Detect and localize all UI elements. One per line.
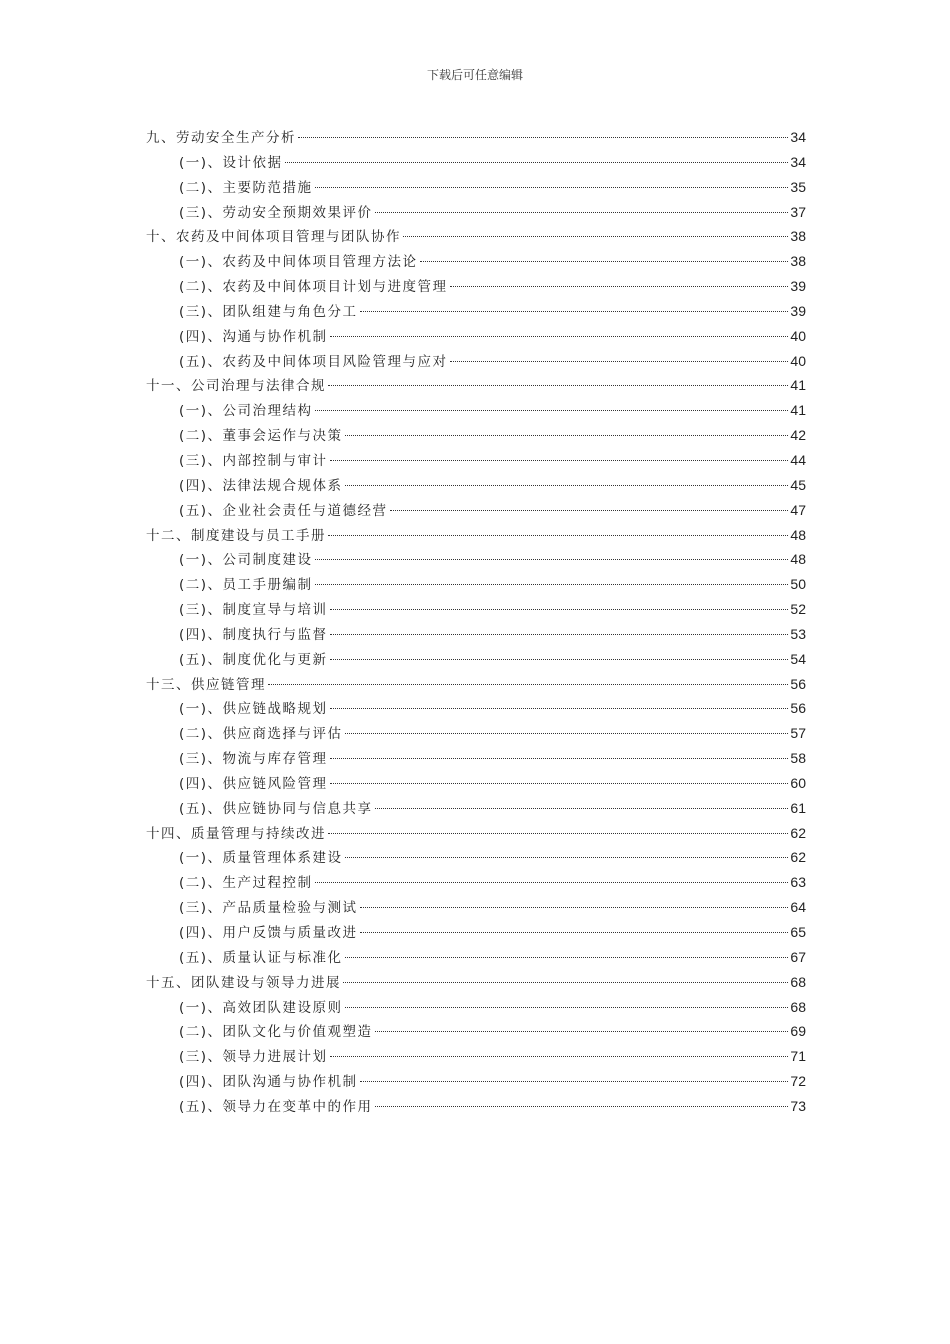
toc-entry-title: (五)、供应链协同与信息共享: [179, 800, 373, 817]
toc-page-number: 37: [790, 203, 806, 220]
toc-entry-title: (四)、用户反馈与质量改进: [179, 925, 358, 941]
toc-entry-title: (一)、质量管理体系建设: [179, 850, 343, 867]
toc-dot-leader: [375, 1031, 789, 1032]
toc-dot-leader: [330, 460, 789, 461]
toc-chapter-entry[interactable]: [146, 225, 806, 250]
toc-dot-leader: [343, 982, 788, 983]
toc-section-entry[interactable]: [146, 896, 806, 921]
toc-page-number: 39: [790, 302, 806, 319]
toc-section-entry[interactable]: [146, 598, 806, 623]
toc-dot-leader: [298, 137, 788, 138]
toc-section-entry[interactable]: [146, 449, 806, 474]
toc-page-number: 68: [790, 973, 806, 990]
toc-section-entry[interactable]: [146, 201, 806, 226]
toc-page-number: 67: [790, 948, 806, 965]
toc-entry-title: (三)、产品质量检验与测试: [179, 900, 358, 917]
toc-section-entry[interactable]: [146, 151, 806, 176]
toc-entry-title: 十二、制度建设与员工手册: [146, 527, 326, 544]
toc-entry-title: (一)、公司治理结构: [179, 403, 313, 420]
toc-entry-title: (一)、公司制度建设: [179, 552, 313, 569]
toc-entry-title: (四)、法律法规合规体系: [179, 477, 343, 494]
toc-section-entry[interactable]: [146, 573, 806, 598]
toc-dot-leader: [315, 882, 789, 883]
toc-entry-title: 十、农药及中间体项目管理与团队协作: [146, 229, 401, 246]
toc-entry-title: (二)、董事会运作与决策: [179, 428, 343, 445]
toc-dot-leader: [315, 187, 789, 188]
toc-dot-leader: [330, 708, 789, 709]
toc-dot-leader: [315, 559, 789, 560]
toc-entry-title: (二)、供应商选择与评估: [179, 726, 343, 743]
toc-section-entry[interactable]: [146, 474, 806, 499]
toc-section-entry[interactable]: [146, 797, 806, 822]
toc-section-entry[interactable]: [146, 399, 806, 424]
toc-chapter-entry[interactable]: [146, 673, 806, 698]
toc-entry-title: 九、劳动安全生产分析: [146, 130, 296, 146]
toc-dot-leader: [360, 932, 789, 933]
toc-dot-leader: [328, 385, 788, 386]
toc-entry-title: (四)、沟通与协作机制: [179, 328, 328, 345]
toc-section-entry[interactable]: [146, 871, 806, 896]
toc-section-entry[interactable]: [146, 846, 806, 871]
toc-section-entry[interactable]: [146, 548, 806, 573]
toc-dot-leader: [330, 783, 789, 784]
toc-page-number: 58: [790, 750, 806, 767]
toc-section-entry[interactable]: [146, 275, 806, 300]
toc-section-entry[interactable]: [146, 325, 806, 350]
toc-dot-leader: [328, 833, 788, 834]
toc-page-number: 44: [790, 451, 806, 468]
toc-section-entry[interactable]: [146, 623, 806, 648]
toc-section-entry[interactable]: [146, 996, 806, 1021]
toc-dot-leader: [450, 361, 789, 362]
toc-dot-leader: [268, 684, 788, 685]
header-note: 下载后可任意编辑: [426, 68, 523, 82]
toc-page-number: 61: [790, 799, 806, 816]
toc-section-entry[interactable]: [146, 722, 806, 747]
toc-section-entry[interactable]: [146, 1070, 806, 1095]
toc-page-number: 73: [790, 1097, 806, 1114]
toc-page-number: 38: [790, 228, 806, 245]
toc-dot-leader: [420, 261, 789, 262]
toc-entry-title: (四)、供应链风险管理: [179, 775, 328, 792]
toc-dot-leader: [390, 510, 789, 511]
toc-entry-title: (四)、团队沟通与协作机制: [179, 1074, 358, 1091]
table-of-contents: [146, 126, 806, 1120]
toc-dot-leader: [375, 1106, 789, 1107]
toc-dot-leader: [330, 609, 789, 610]
toc-page-number: 45: [790, 476, 806, 493]
toc-entry-title: (二)、团队文化与价值观塑造: [179, 1024, 373, 1041]
toc-dot-leader: [360, 907, 789, 908]
toc-entry-title: (三)、团队组建与角色分工: [179, 303, 358, 320]
toc-page-number: 56: [790, 700, 806, 717]
toc-section-entry[interactable]: [146, 921, 806, 946]
toc-page-number: 38: [790, 253, 806, 270]
toc-entry-title: 十一、公司治理与法律合规: [146, 378, 326, 395]
toc-section-entry[interactable]: [146, 250, 806, 275]
toc-dot-leader: [345, 957, 789, 958]
toc-dot-leader: [450, 286, 789, 287]
toc-section-entry[interactable]: [146, 1045, 806, 1070]
toc-dot-leader: [315, 584, 789, 585]
toc-dot-leader: [345, 857, 789, 858]
toc-page-number: 62: [790, 849, 806, 866]
toc-section-entry[interactable]: [146, 300, 806, 325]
toc-entry-title: (一)、设计依据: [179, 154, 283, 171]
toc-dot-leader: [285, 162, 789, 163]
toc-entry-title: (二)、员工手册编制: [179, 577, 313, 594]
toc-section-entry[interactable]: [146, 499, 806, 524]
toc-dot-leader: [330, 758, 789, 759]
toc-page-number: 34: [790, 153, 806, 170]
toc-entry-title: (一)、供应链战略规划: [179, 701, 328, 718]
toc-section-entry[interactable]: [146, 747, 806, 772]
toc-chapter-entry[interactable]: [146, 971, 806, 996]
toc-entry-title: (五)、质量认证与标准化: [179, 949, 343, 966]
toc-dot-leader: [330, 634, 789, 635]
toc-page-number: 53: [790, 625, 806, 642]
toc-dot-leader: [345, 733, 789, 734]
toc-dot-leader: [375, 808, 789, 809]
toc-section-entry[interactable]: [146, 350, 806, 375]
toc-page-number: 72: [790, 1073, 806, 1090]
toc-page-number: 34: [790, 129, 806, 145]
toc-dot-leader: [403, 236, 788, 237]
toc-chapter-entry[interactable]: [146, 524, 806, 549]
toc-dot-leader: [345, 1007, 789, 1008]
toc-page-number: 69: [790, 1023, 806, 1040]
toc-entry-title: (五)、农药及中间体项目风险管理与应对: [179, 353, 448, 370]
toc-section-entry[interactable]: [146, 648, 806, 673]
toc-page-number: 39: [790, 278, 806, 295]
toc-dot-leader: [330, 659, 789, 660]
toc-entry-title: 十四、质量管理与持续改进: [146, 825, 326, 842]
toc-entry-title: (四)、制度执行与监督: [179, 626, 328, 643]
toc-page-number: 65: [790, 924, 806, 940]
toc-chapter-entry[interactable]: [146, 126, 806, 151]
toc-entry-title: (三)、内部控制与审计: [179, 452, 328, 469]
toc-entry-title: (一)、高效团队建设原则: [179, 999, 343, 1016]
toc-section-entry[interactable]: [146, 1020, 806, 1045]
toc-page-number: 63: [790, 874, 806, 891]
toc-page-number: 68: [790, 998, 806, 1015]
toc-page-number: 48: [790, 526, 806, 543]
toc-entry-title: (二)、主要防范措施: [179, 179, 313, 196]
toc-entry-title: (二)、生产过程控制: [179, 875, 313, 892]
toc-page-number: 52: [790, 601, 806, 618]
toc-entry-title: (三)、制度宣导与培训: [179, 602, 328, 619]
toc-entry-title: (五)、企业社会责任与道德经营: [179, 502, 388, 519]
toc-dot-leader: [360, 311, 789, 312]
toc-page-number: 71: [790, 1048, 806, 1065]
toc-page-number: 40: [790, 327, 806, 344]
toc-dot-leader: [345, 485, 789, 486]
toc-section-entry[interactable]: [146, 697, 806, 722]
toc-page-number: 62: [790, 824, 806, 841]
toc-page-number: 56: [790, 675, 806, 692]
toc-page-number: 54: [790, 650, 806, 667]
toc-entry-title: (三)、劳动安全预期效果评价: [179, 204, 373, 221]
toc-page-number: 64: [790, 899, 806, 916]
toc-chapter-entry[interactable]: [146, 822, 806, 847]
toc-entry-title: (五)、制度优化与更新: [179, 651, 328, 668]
toc-page-number: 41: [790, 377, 806, 394]
toc-page-number: 35: [790, 178, 806, 195]
toc-section-entry[interactable]: [146, 176, 806, 201]
toc-chapter-entry[interactable]: [146, 374, 806, 399]
toc-dot-leader: [330, 1056, 789, 1057]
toc-page-number: 41: [790, 402, 806, 419]
toc-dot-leader: [360, 1081, 789, 1082]
toc-entry-title: (五)、领导力在变革中的作用: [179, 1098, 373, 1115]
toc-dot-leader: [315, 410, 789, 411]
toc-entry-title: (三)、领导力进展计划: [179, 1049, 328, 1066]
toc-dot-leader: [330, 336, 789, 337]
toc-entry-title: (三)、物流与库存管理: [179, 751, 328, 768]
toc-page-number: 47: [790, 501, 806, 518]
toc-section-entry[interactable]: [146, 424, 806, 449]
toc-entry-title: 十五、团队建设与领导力进展: [146, 974, 341, 991]
toc-page-number: 40: [790, 352, 806, 369]
toc-page-number: 42: [790, 427, 806, 444]
toc-section-entry[interactable]: [146, 946, 806, 971]
toc-dot-leader: [345, 435, 789, 436]
toc-page-number: 57: [790, 725, 806, 742]
toc-entry-title: (一)、农药及中间体项目管理方法论: [179, 254, 418, 271]
toc-entry-title: (二)、农药及中间体项目计划与进度管理: [179, 279, 448, 296]
toc-page-number: 60: [790, 774, 806, 791]
toc-section-entry[interactable]: [146, 772, 806, 797]
toc-entry-title: 十三、供应链管理: [146, 676, 266, 693]
toc-section-entry[interactable]: [146, 1095, 806, 1120]
toc-dot-leader: [375, 212, 789, 213]
toc-dot-leader: [328, 535, 788, 536]
toc-page-number: 50: [790, 576, 806, 593]
toc-page-number: 48: [790, 551, 806, 568]
